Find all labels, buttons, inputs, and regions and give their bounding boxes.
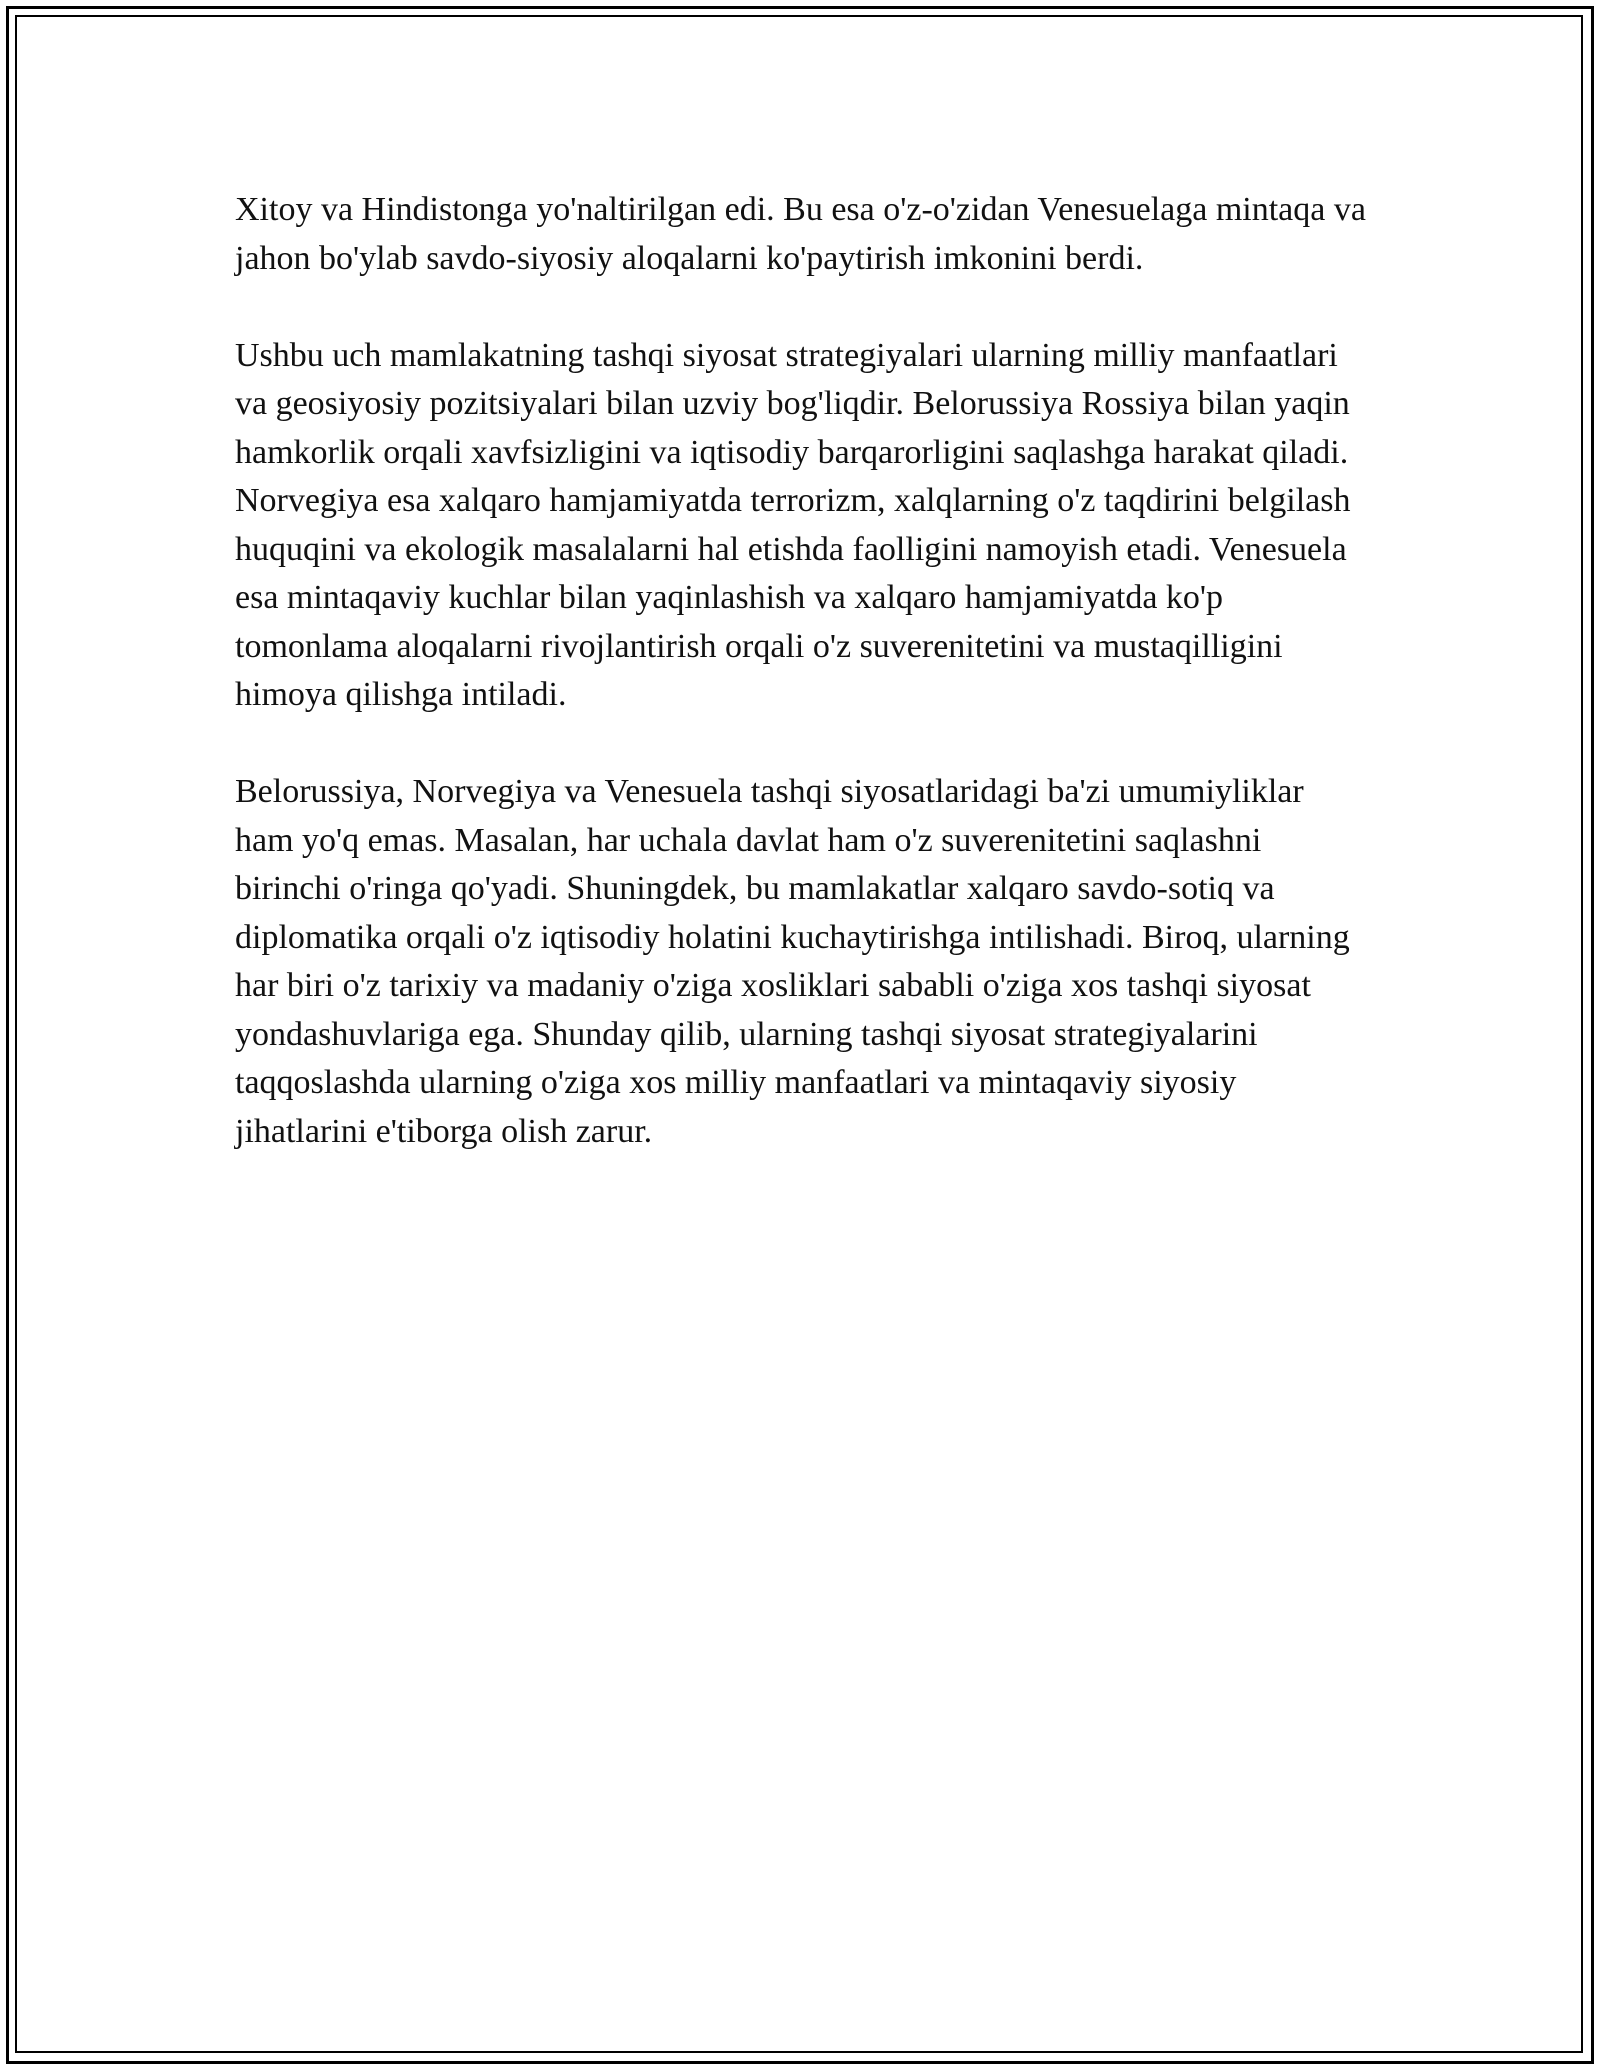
paragraph-1: Xitoy va Hindistonga yo'naltirilgan edi. Bu esa o'z-o'zidan Venesuelaga mintaqa va jahon bo'ylab savdo-siyosiy aloqalarni ko'paytirish imkonini berdi. [235,191,1366,277]
document-body [235,186,1370,1205]
paragraph-2: Ushbu uch mamlakatning tashqi siyosat strategiyalari ularning milliy manfaatlari va geosiyosiy pozitsiyalari bilan uzviy bog'liqdir. Belorussiya Rossiya bilan yaqin hamkorlik orqali xavfsizligini va iqtisodiy barqarorligini saqlashga harakat qiladi. Norvegiya esa xalqaro hamjamiyatda terrorizm, xalqlarning o'z taqdirini belgilash huquqini va ekologik masalalarni hal etishda faolligini namoyish etadi. Venesuela esa mintaqaviy kuchlar bilan yaqinlashish va xalqaro hamjamiyatda ko'p tomonlama aloqalarni rivojlantirish orqali o'z suverenitetini va mustaqilligini himoya qilishga intiladi. [235,336,1351,713]
paragraph-3: Belorussiya, Norvegiya va Venesuela tashqi siyosatlaridagi ba'zi umumiyliklar ham yo'q emas. Masalan, har uchala davlat ham o'z suverenitetini saqlashni birinchi o'ringa qo'yadi. Shuningdek, bu mamlakatlar xalqaro savdo-sotiq va diplomatika orqali o'z iqtisodiy holatini kuchaytirishga intilishadi. Biroq, ularning har biri o'z tarixiy va madaniy o'ziga xosliklari sababli o'ziga xos tashqi siyosat yondashuvlariga ega. Shunday qilib, ularning tashqi siyosat strategiyalarini taqqoslashda ularning o'ziga xos milliy manfaatlari va mintaqaviy siyosiy jihatlarini e'tiborga olish zarur. [235,773,1350,1150]
